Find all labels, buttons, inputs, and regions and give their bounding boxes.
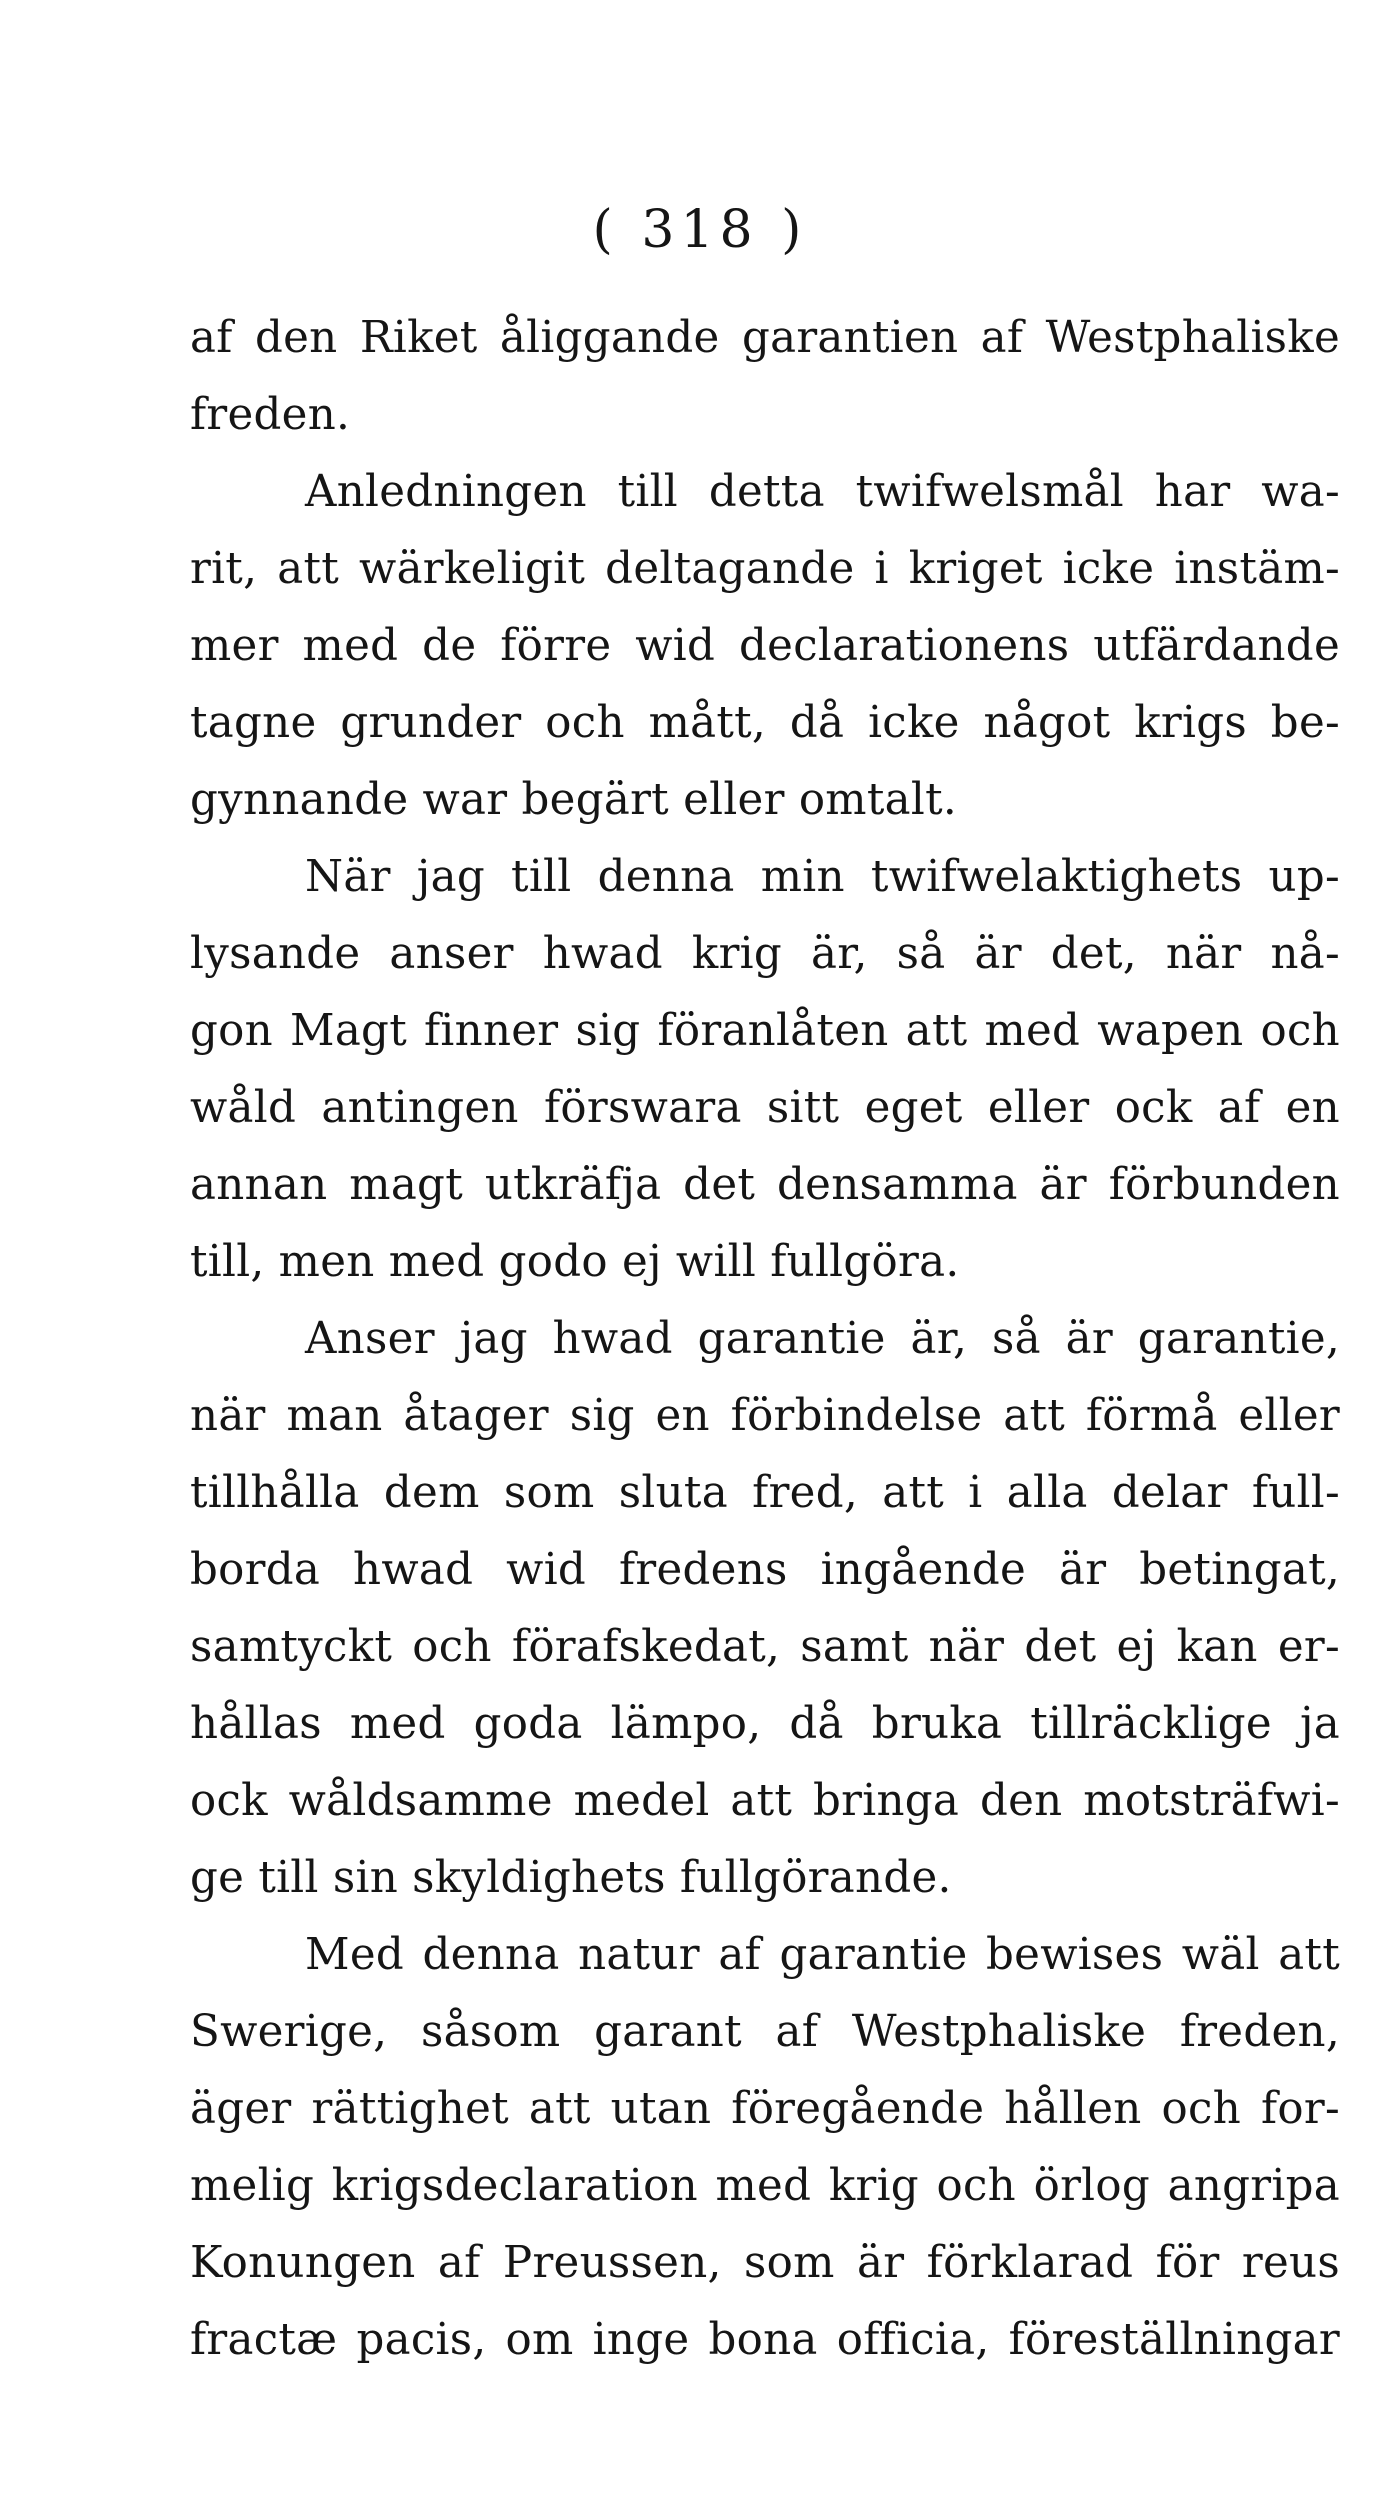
text-line: Swerige, såsom garant af Westphaliske freden,	[190, 2007, 1340, 2057]
text-line: gynnande war begärt eller omtalt.	[190, 775, 957, 825]
text-line: mer med de förre wid declarationens utfärdande	[190, 621, 1340, 671]
text-line: samtyckt och förafskedat, samt när det ej kan er-	[190, 1622, 1340, 1672]
paragraph-start-line: Med denna natur af garantie bewises wäl att	[305, 1930, 1340, 1980]
text-line: melig krigsdeclaration med krig och örlog angripa	[190, 2161, 1340, 2211]
text-line: lysande anser hwad krig är, så är det, när nå-	[190, 929, 1340, 979]
text-line: rit, att wärkeligit deltagande i kriget icke instäm-	[190, 544, 1340, 594]
text-line: när man åtager sig en förbindelse att förmå eller	[190, 1391, 1340, 1441]
text-line: gon Magt finner sig föranlåten att med wapen och	[190, 1006, 1340, 1056]
text-line: Konungen af Preussen, som är förklarad för reus	[190, 2238, 1340, 2288]
text-line: wåld antingen förswara sitt eget eller ock af en	[190, 1083, 1340, 1133]
paragraph-start-line: Anser jag hwad garantie är, så är garantie,	[305, 1314, 1340, 1364]
text-line: ock wåldsamme medel att bringa den motsträfwi-	[190, 1776, 1340, 1826]
text-line: borda hwad wid fredens ingående är betingat,	[190, 1545, 1340, 1595]
text-line: annan magt utkräfja det densamma är förbunden	[190, 1160, 1340, 1210]
text-line: hållas med goda lämpo, då bruka tillräcklige ja	[190, 1699, 1340, 1749]
paragraph-start-line: Anledningen till detta twifwelsmål har wa-	[305, 467, 1340, 517]
text-line: ge till sin skyldighets fullgörande.	[190, 1853, 952, 1903]
text-line: fractæ pacis, om inge bona officia, föreställningar	[190, 2315, 1340, 2365]
text-line: till, men med godo ej will fullgöra.	[190, 1237, 960, 1287]
text-line: freden.	[190, 390, 351, 440]
body-text	[190, 300, 1340, 2379]
page-number: ( 318 )	[592, 200, 808, 260]
text-line: äger rättighet att utan föregående hållen och for-	[190, 2084, 1340, 2134]
text-line: tillhålla dem som sluta fred, att i alla delar full-	[190, 1468, 1340, 1518]
text-line: tagne grunder och mått, då icke något krigs be-	[190, 698, 1340, 748]
paragraph-start-line: När jag till denna min twifwelaktighets up-	[305, 852, 1340, 902]
text-line: af den Riket åliggande garantien af Westphaliske	[190, 313, 1340, 363]
